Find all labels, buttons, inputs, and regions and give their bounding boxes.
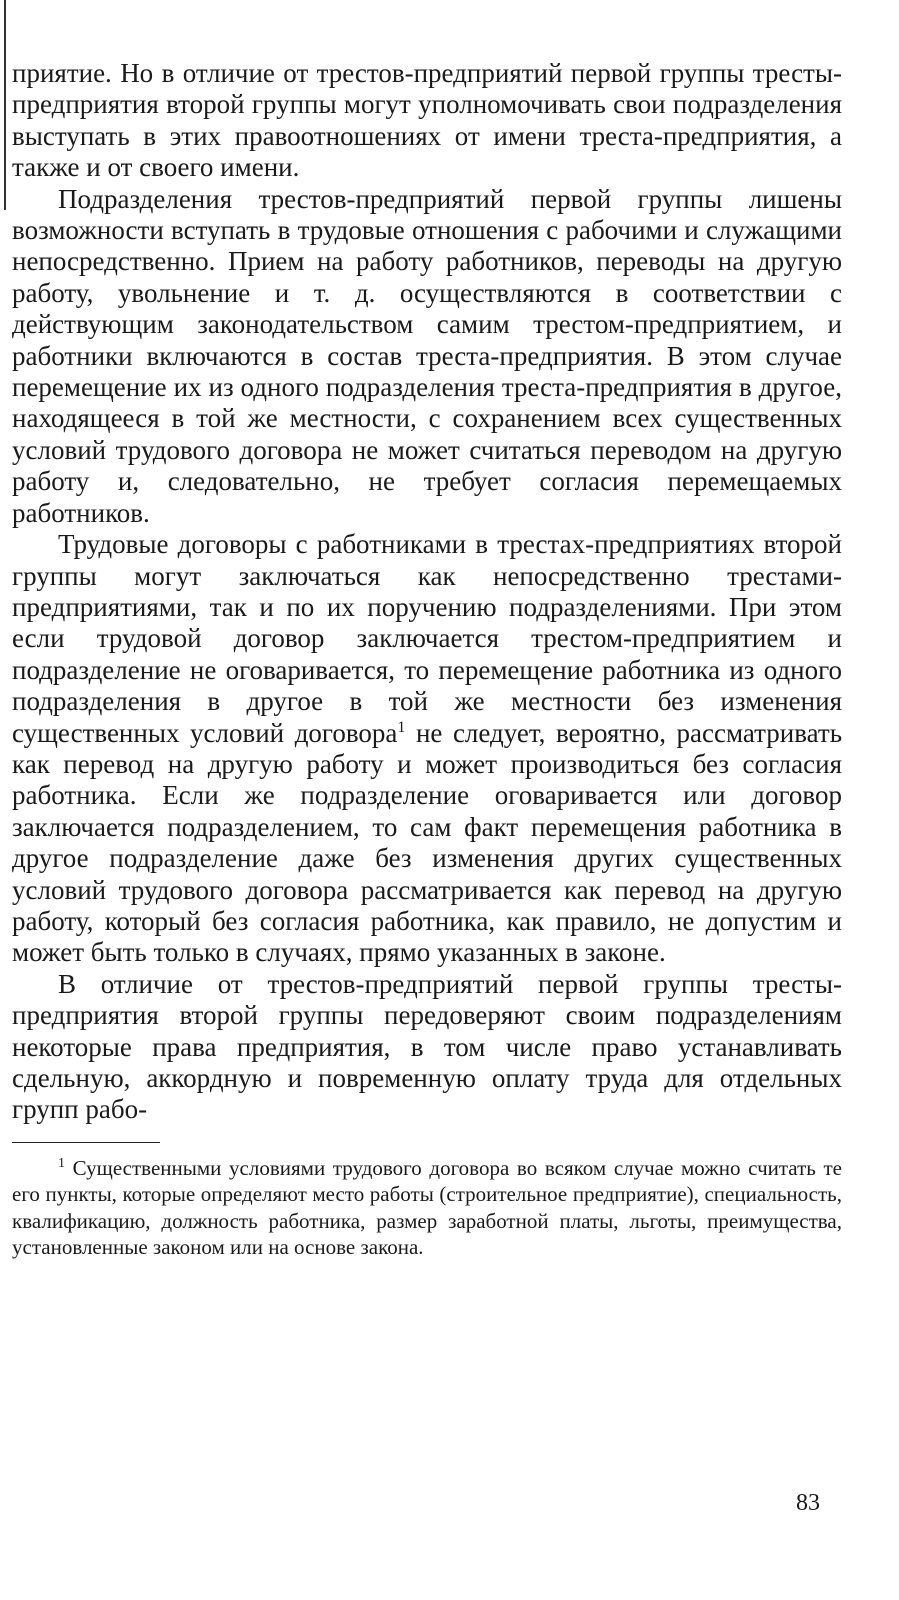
footnote-text: Существенными условиями трудового договора во всяком случае можно считать те его пункты, которые определяют место работы (строительное предприятие), специальность, квалификацию, должность работника, размер заработной платы, льготы, преимущества, установленные законом или на основе закона.: [12, 1155, 842, 1260]
footnote-marker: 1: [58, 1155, 65, 1171]
book-page: [12, 58, 842, 1261]
footnote-1: [12, 1155, 842, 1261]
paragraph-4: В отличие от трестов-предприятий первой группы тресты-предприятия второй группы передоверяют своим подразделениям некоторые права предприятия, в том числе право устанавливать сдельную, аккордную и повременную оплату труда для отдельных групп рабо-: [12, 968, 842, 1125]
page-edge-line: [4, 0, 6, 210]
paragraph-1: приятие. Но в отличие от трестов-предприятий первой группы тресты-предприятия второй группы могут уполномочивать свои подразделения выступать в этих правоотношениях от имени треста-предприятия, а также и от своего имени.: [12, 58, 842, 183]
main-text: [12, 58, 842, 1126]
paragraph-3-part-1: Трудовые договоры с работниками в трестах-предприятиях второй группы могут заключаться как непосредственно трестами-предприятиями, так и по их поручению подразделениями. При этом если трудовой договор заключается трестом-предприятием и подразделение не оговаривается, то перемещение работника из одного подразделения в другое в той же местности без изменения существенных условий договора: [12, 529, 842, 748]
paragraph-3-part-2: не следует, вероятно, рассматривать как перевод на другую работу и может производиться без согласия работника. Если же подразделение оговаривается или договор заключается подразделением, то сам факт перемещения работника в другое подразделение даже без изменения других существенных условий трудового договора рассматривается как перевод на другую работу, который без согласия работника, как правило, не допустим и может быть только в случаях, прямо указанных в законе.: [12, 717, 843, 968]
page-number: 83: [796, 1490, 820, 1516]
footnote-divider: [12, 1142, 160, 1143]
footnotes: [12, 1155, 842, 1261]
paragraph-3: [12, 529, 842, 969]
paragraph-2: Подразделения трестов-предприятий первой группы лишены возможности вступать в трудовые отношения с рабочими и служащими непосредственно. Прием на работу работников, переводы на другую работу, увольнение и т. д. осуществляются в соответствии с действующим законодательством самим трестом-предприятием, и работники включаются в состав треста-предприятия. В этом случае перемещение их из одного подразделения треста-предприятия в другое, находящееся в той же местности, с сохранением всех существенных условий трудового договора не может считаться переводом на другую работу и, следовательно, не требует согласия перемещаемых работников.: [12, 183, 842, 528]
footnote-reference: 1: [397, 718, 406, 736]
